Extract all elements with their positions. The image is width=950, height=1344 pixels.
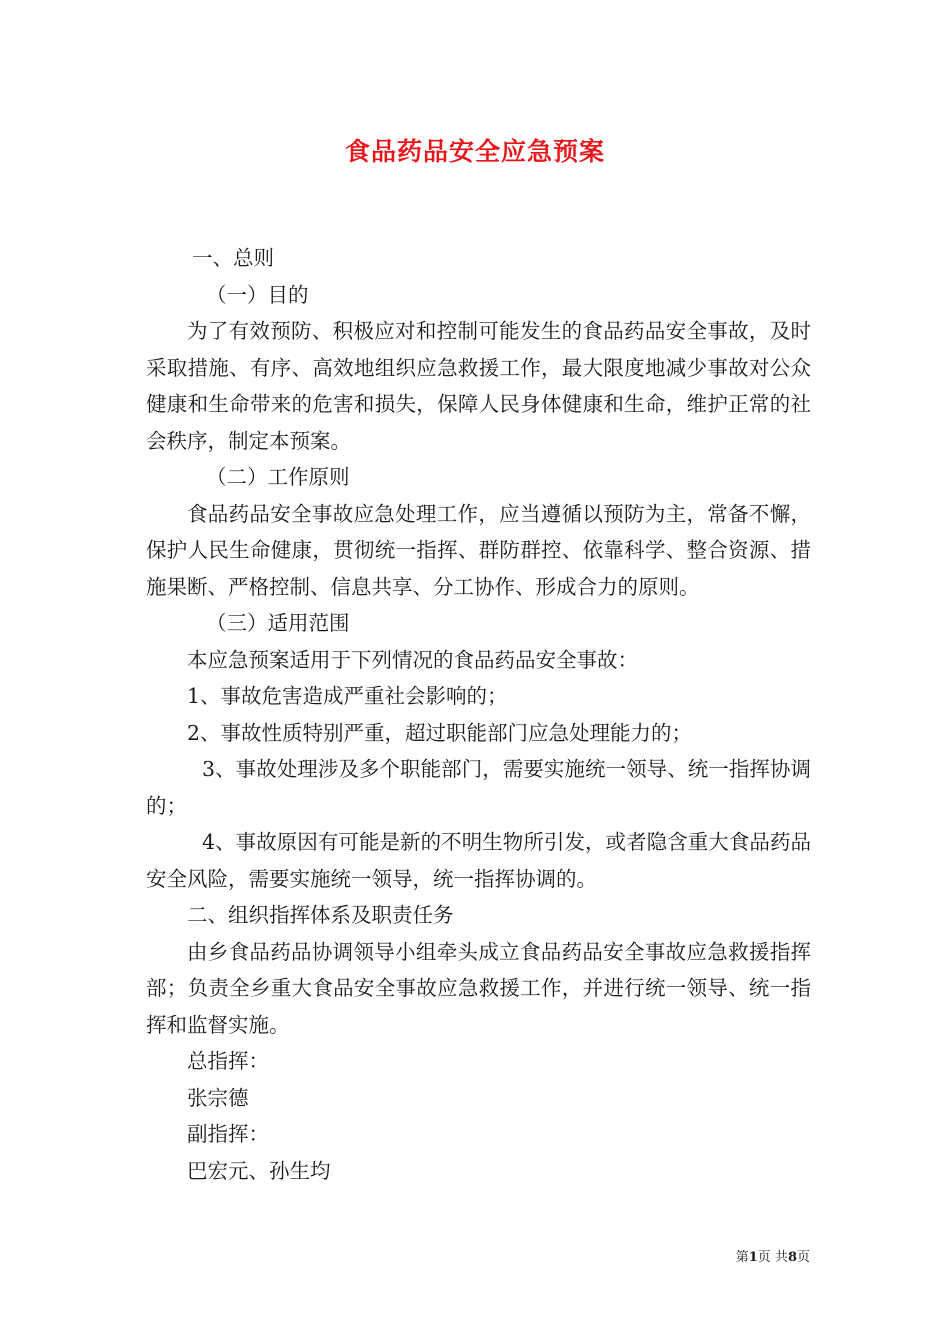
page-number-middle: 页 共	[757, 1250, 788, 1265]
page-number-current: 1	[748, 1250, 758, 1265]
list-item: 4、事故原因有可能是新的不明生物所引发，或者隐含重大食品药品安全风险，需要实施统一领导，统一指挥协调的。	[146, 830, 811, 891]
document-title: 食品药品安全应急预案	[344, 137, 605, 166]
value-chief-commander: 张宗德	[187, 1085, 249, 1110]
list-item: 1、事故危害造成严重社会影响的；	[187, 684, 508, 708]
subsection-heading-scope: （三）适用范围	[206, 611, 350, 635]
subsection-heading-principles: （二）工作原则	[206, 465, 350, 489]
page-number-total: 8	[787, 1250, 797, 1265]
document-body	[146, 240, 811, 1189]
paragraph-principles: 食品药品安全事故应急处理工作，应当遵循以预防为主，常备不懈，保护人民生命健康，贯彻统一指挥、群防群控、依靠科学、整合资源、措施果断、严格控制、信息共享、分工协作、形成合力的原则。	[146, 501, 811, 599]
value-deputy-commander: 巴宏元、孙生均	[187, 1158, 331, 1183]
section-heading-organization: 二、组织指挥体系及职责任务	[187, 903, 454, 927]
label-deputy-commander: 副指挥：	[187, 1122, 269, 1146]
page-number	[736, 1246, 810, 1265]
subsection-heading-purpose: （一）目的	[206, 282, 309, 307]
paragraph-organization: 由乡食品药品协调领导小组牵头成立食品药品安全事故应急救援指挥部；负责全乡重大食品安全事故应急救援工作，并进行统一领导、统一指挥和监督实施。	[146, 939, 811, 1037]
section-heading-general: 一、总则	[192, 246, 274, 270]
list-item: 3、事故处理涉及多个职能部门，需要实施统一领导、统一指挥协调的；	[146, 757, 811, 818]
paragraph-scope-intro: 本应急预案适用于下列情况的食品药品安全事故：	[187, 647, 638, 672]
label-chief-commander: 总指挥：	[187, 1049, 269, 1073]
page-number-prefix: 第	[735, 1250, 749, 1265]
page-number-suffix: 页	[796, 1250, 810, 1265]
paragraph-purpose: 为了有效预防、积极应对和控制可能发生的食品药品安全事故，及时采取措施、有序、高效地组织应急救援工作，最大限度地减少事故对公众健康和生命带来的危害和损失，保障人民身体健康和生命，维护正常的社会秩序，制定本预案。	[146, 319, 811, 453]
list-item: 2、事故性质特别严重，超过职能部门应急处理能力的；	[187, 720, 693, 745]
